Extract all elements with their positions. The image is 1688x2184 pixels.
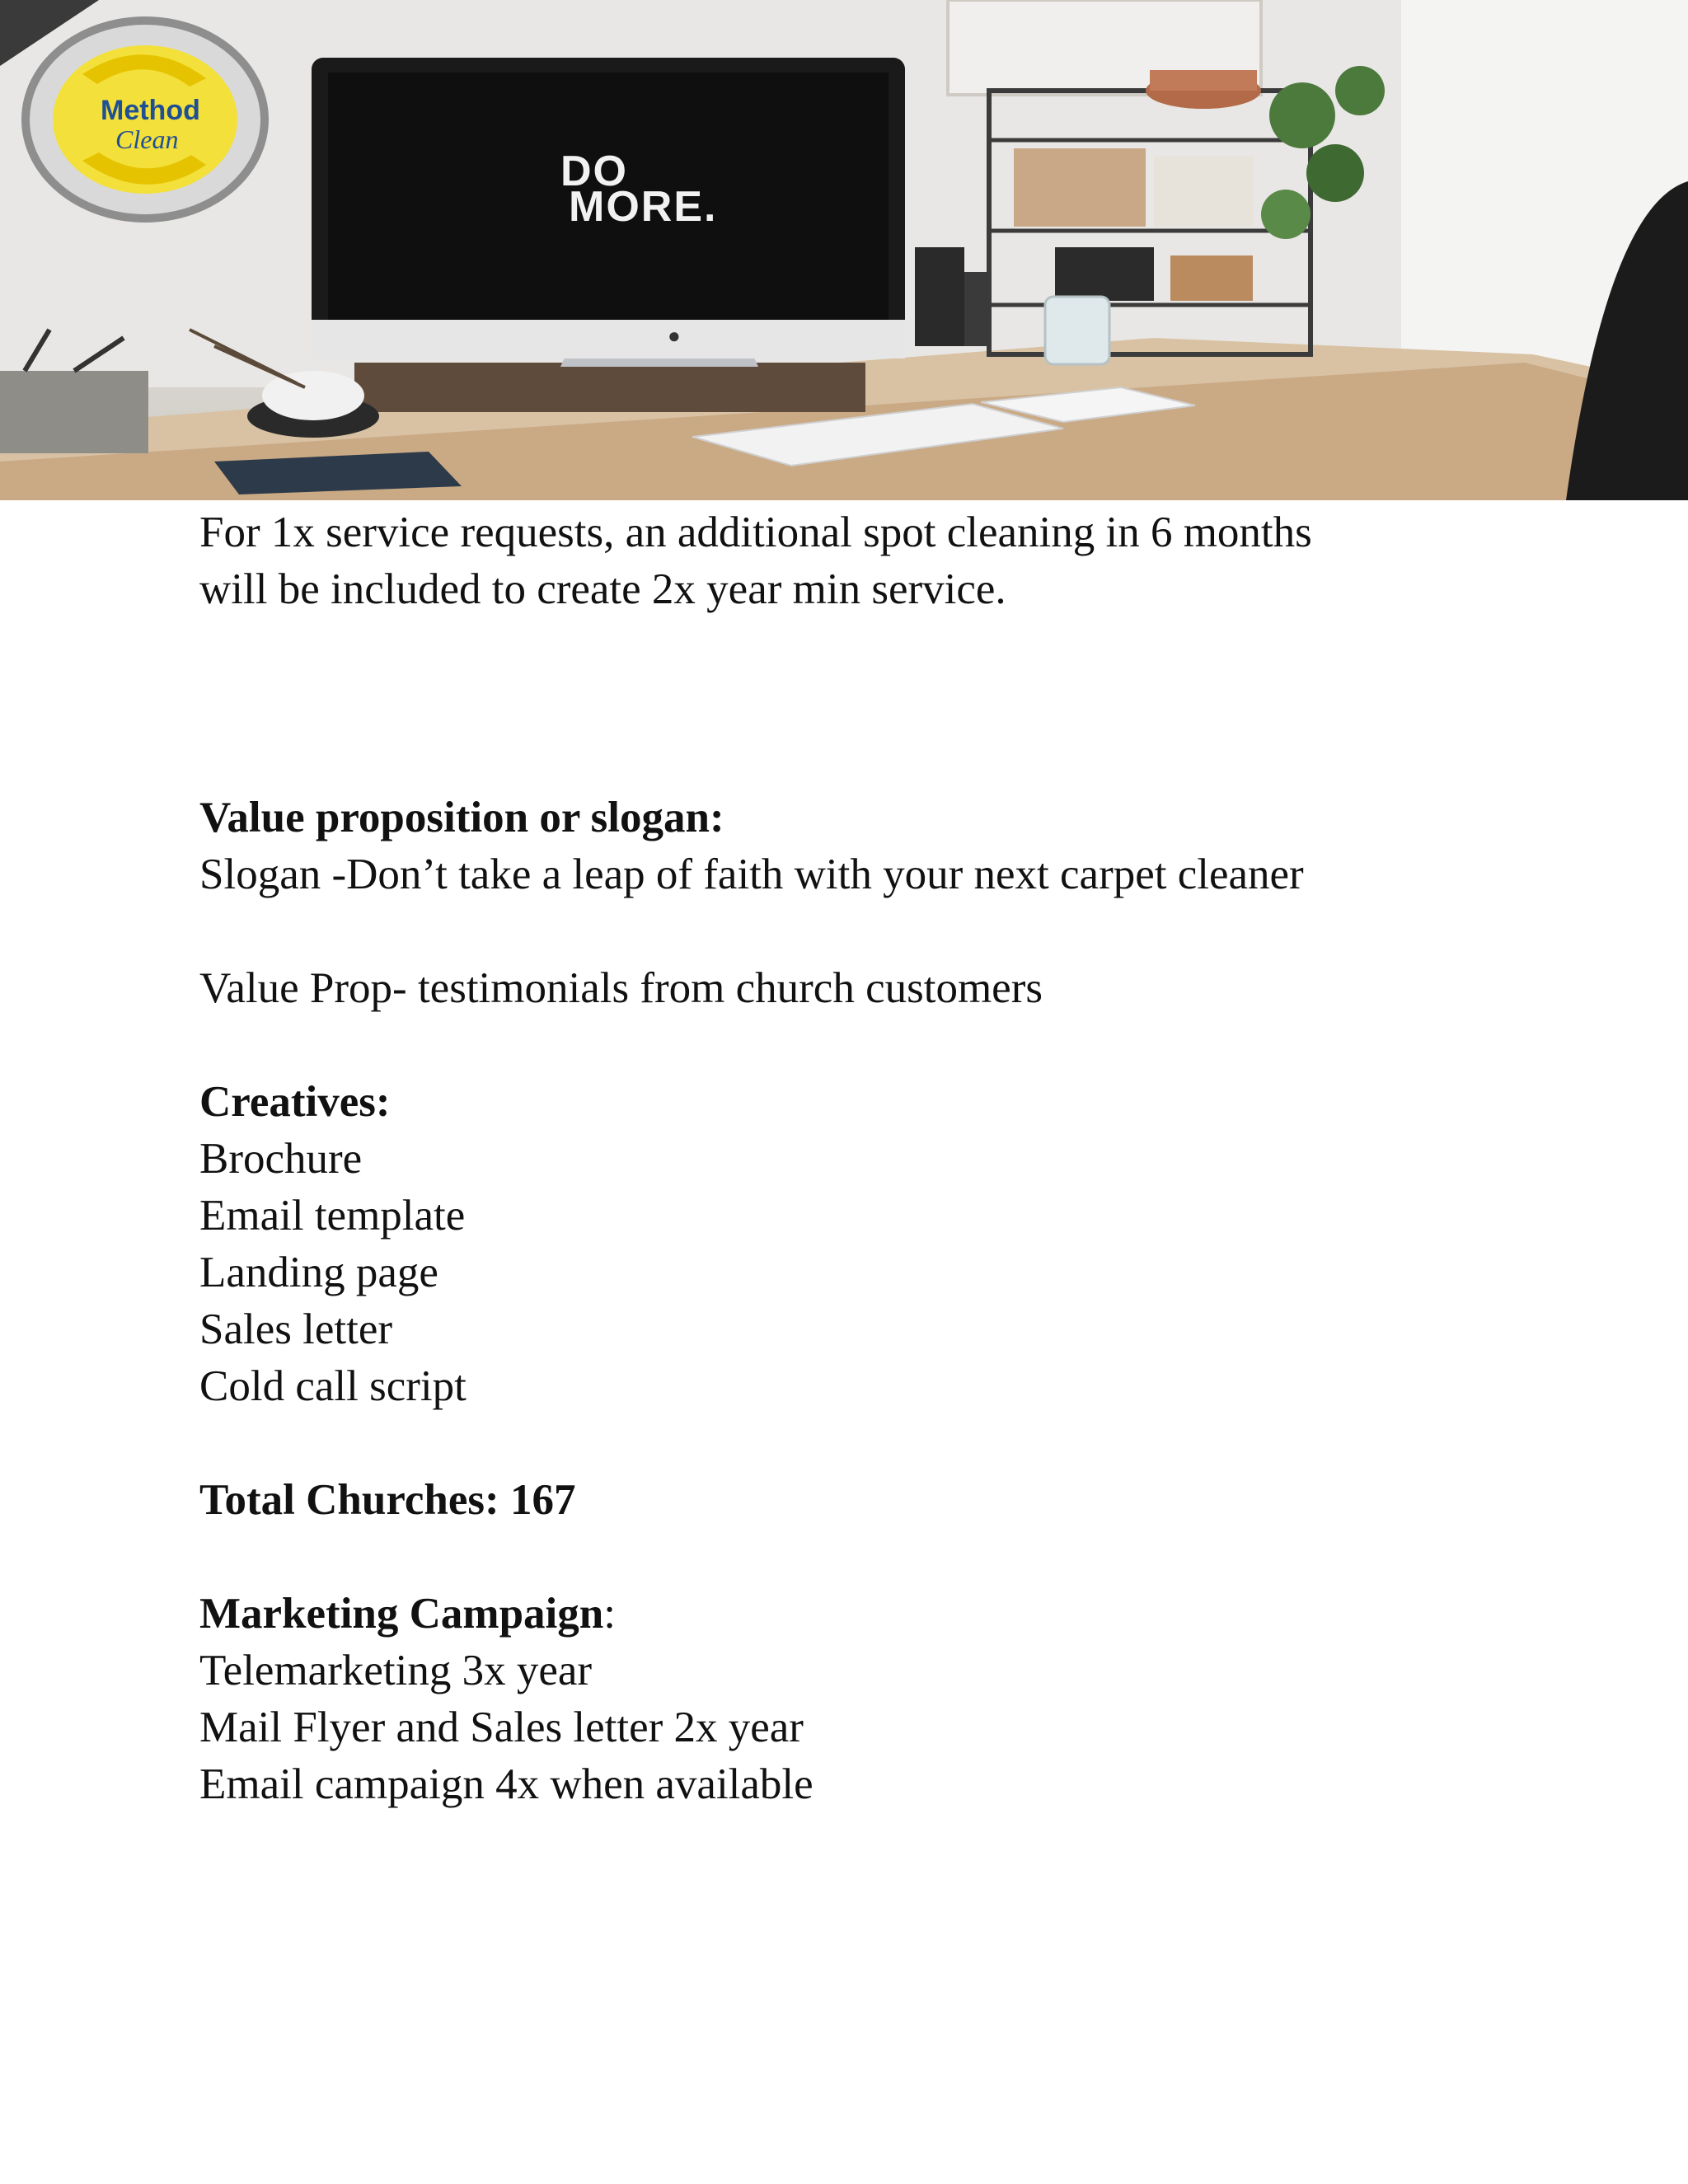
creatives-item: Sales letter: [199, 1305, 392, 1353]
intro-line-1: For 1x service requests, an additional spot cleaning in 6 months: [199, 509, 1312, 556]
campaign-item: Mail Flyer and Sales letter 2x year: [199, 1704, 804, 1751]
apple-logo-icon: ●: [668, 324, 681, 348]
creatives-item: Email template: [199, 1192, 466, 1240]
creatives-item: Brochure: [199, 1135, 363, 1183]
slogan-text: Slogan -Don’t take a leap of faith with your next carpet cleaner: [199, 851, 1304, 898]
intro-line-2: will be included to create 2x year min service.: [199, 565, 1006, 613]
value-prop-text: Value Prop- testimonials from church customers: [199, 964, 1043, 1012]
value-heading: Value proposition or slogan:: [199, 794, 724, 841]
logo-text-method: Method: [101, 95, 200, 126]
logo-text-clean: Clean: [115, 124, 179, 154]
creatives-heading: Creatives:: [199, 1078, 391, 1126]
method-clean-logo: [21, 16, 269, 223]
campaign-heading-line: [199, 1586, 1518, 1643]
desk-scene-illustration: [0, 0, 1688, 500]
campaign-item: Email campaign 4x when available: [199, 1760, 814, 1808]
creatives-item: Landing page: [199, 1249, 438, 1296]
total-churches: Total Churches: 167: [199, 1476, 576, 1524]
campaign-heading-colon: :: [603, 1590, 616, 1638]
screen-text-line1: DO: [560, 148, 628, 195]
document-body: [199, 504, 1518, 1813]
creatives-item: Cold call script: [199, 1362, 467, 1410]
hero-photo: [0, 0, 1688, 500]
campaign-item: Telemarketing 3x year: [199, 1647, 593, 1694]
screen-text-line2: MORE.: [569, 183, 718, 231]
campaign-heading: Marketing Campaign: [199, 1590, 604, 1638]
